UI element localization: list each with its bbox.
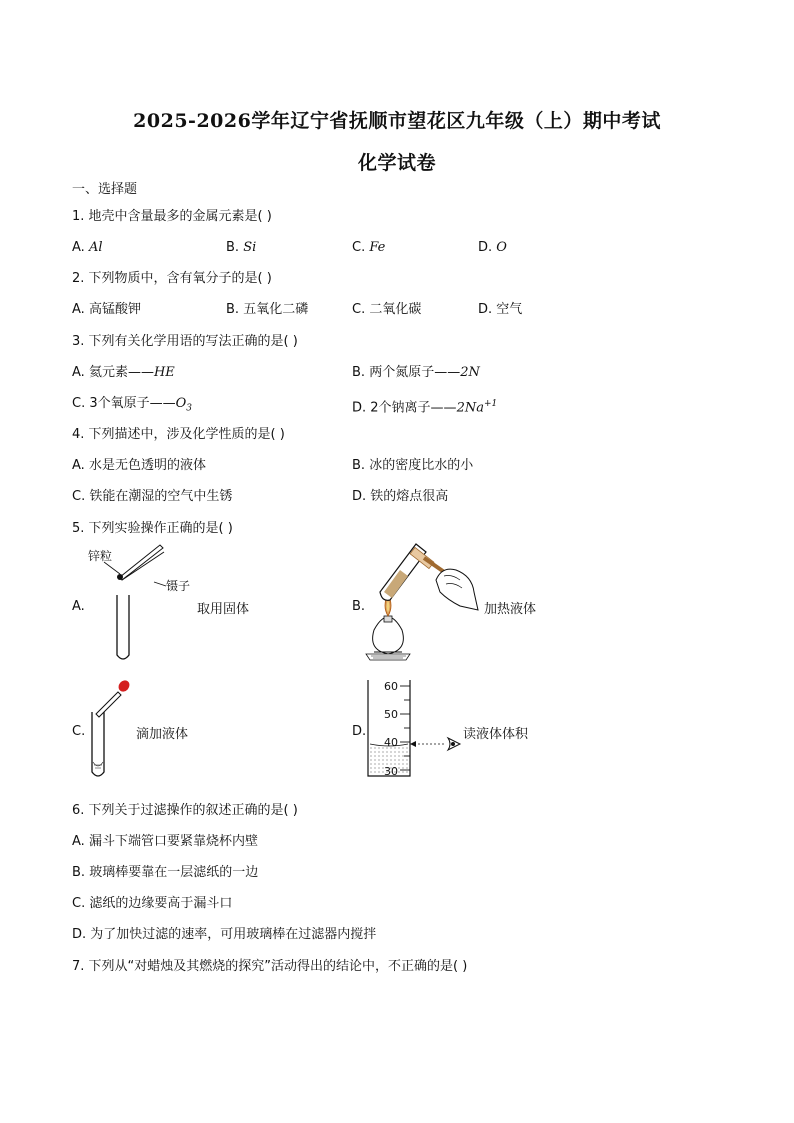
tick-label-60: 60 bbox=[384, 680, 398, 693]
tweezers-test-tube-illustration bbox=[82, 540, 192, 665]
q1-option-c[interactable]: C. Fe bbox=[352, 240, 386, 255]
q6-option-b[interactable]: B. 玻璃棒要靠在一层滤纸的一边 bbox=[72, 865, 259, 880]
q4-option-d[interactable]: D. 铁的熔点很高 bbox=[352, 489, 449, 504]
zinc-granule-label: 锌粒 bbox=[88, 549, 113, 563]
q3-option-b[interactable]: B. 两个氮原子——2N bbox=[352, 365, 480, 380]
dropper-illustration bbox=[82, 672, 142, 787]
question-7-stem: 7. 下列从“对蜡烛及其燃烧的探究”活动得出的结论中，不正确的是( ) bbox=[72, 959, 468, 974]
q2-option-a[interactable]: A. 高锰酸钾 bbox=[72, 302, 141, 317]
question-6-stem: 6. 下列关于过滤操作的叙述正确的是( ) bbox=[72, 803, 298, 818]
q3-option-d[interactable]: D. 2个钠离子$——2Na^{+1}$ bbox=[352, 399, 498, 416]
q5-option-c-letter[interactable]: C. bbox=[72, 724, 86, 739]
heating-liquid-illustration bbox=[362, 540, 484, 665]
q5-option-d-letter[interactable]: D. bbox=[352, 724, 367, 739]
q5-option-d-caption: 读液体体积 bbox=[463, 727, 529, 742]
tick-label-30: 30 bbox=[384, 765, 398, 778]
q5-option-b-caption: 加热液体 bbox=[484, 602, 537, 617]
q3-option-c[interactable]: C. 3个氧原子$——O_3$ bbox=[72, 396, 193, 414]
question-5-stem: 5. 下列实验操作正确的是( ) bbox=[72, 521, 233, 536]
q6-option-d[interactable]: D. 为了加快过滤的速率，可用玻璃棒在过滤器内搅拌 bbox=[72, 927, 377, 942]
q1-option-b[interactable]: B. Si bbox=[226, 240, 257, 255]
q2-option-c[interactable]: C. 二氧化碳 bbox=[352, 302, 422, 317]
q4-option-b[interactable]: B. 冰的密度比水的小 bbox=[352, 458, 474, 473]
q2-option-b[interactable]: B. 五氧化二磷 bbox=[226, 302, 309, 317]
q4-option-a[interactable]: A. 水是无色透明的液体 bbox=[72, 458, 206, 473]
graduated-cylinder-illustration bbox=[362, 672, 468, 784]
tick-label-40: 40 bbox=[384, 736, 398, 749]
section-heading: 一、选择题 bbox=[72, 182, 138, 197]
tweezers-label: 镊子 bbox=[166, 579, 191, 593]
q5-option-b-letter[interactable]: B. bbox=[352, 599, 366, 614]
q5-option-a-caption: 取用固体 bbox=[197, 602, 250, 617]
tick-label-50: 50 bbox=[384, 708, 398, 721]
question-3-stem: 3. 下列有关化学用语的写法正确的是( ) bbox=[72, 334, 298, 349]
exam-subtitle: 化学试卷 bbox=[357, 152, 436, 174]
q6-option-a[interactable]: A. 漏斗下端管口要紧靠烧杯内壁 bbox=[72, 834, 258, 849]
q2-option-d[interactable]: D. 空气 bbox=[478, 302, 523, 317]
q1-option-d[interactable]: D. O bbox=[478, 240, 507, 255]
q3-option-a[interactable]: A. 氦元素——HE bbox=[72, 365, 175, 380]
question-2-stem: 2. 下列物质中，含有氧分子的是( ) bbox=[72, 271, 272, 286]
question-4-stem: 4. 下列描述中，涉及化学性质的是( ) bbox=[72, 427, 285, 442]
q5-option-c-caption: 滴加液体 bbox=[136, 727, 189, 742]
q4-option-c[interactable]: C. 铁能在潮湿的空气中生锈 bbox=[72, 489, 233, 504]
question-1-stem: 1. 地壳中含量最多的金属元素是( ) bbox=[72, 209, 272, 224]
q1-option-a[interactable]: A. Al bbox=[72, 240, 103, 255]
exam-title: 2025-2026学年辽宁省抚顺市望花区九年级（上）期中考试 bbox=[133, 110, 661, 132]
q5-option-a-letter[interactable]: A. bbox=[72, 599, 85, 614]
q6-option-c[interactable]: C. 滤纸的边缘要高于漏斗口 bbox=[72, 896, 233, 911]
